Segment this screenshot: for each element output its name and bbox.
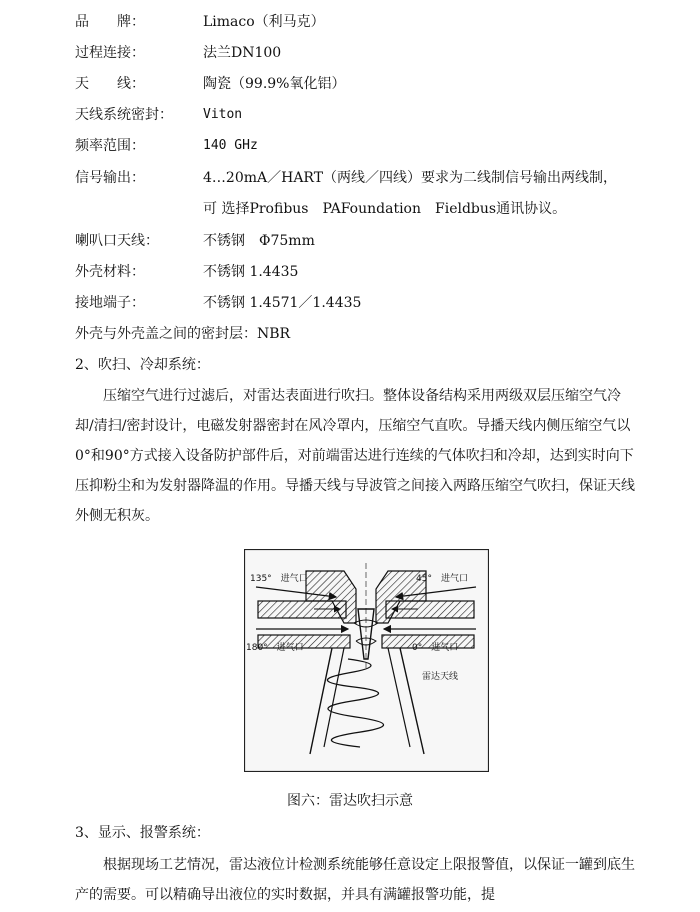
spec-value: 140 GHz xyxy=(203,138,258,153)
radar-purge-diagram xyxy=(244,549,489,772)
radar-purge-figure xyxy=(244,549,489,772)
spec-row-ground-terminal xyxy=(0,288,700,318)
spec-value: 不锈钢 1.4571／1.4435 xyxy=(203,295,362,311)
label-inlet-180: 180° 进气口 xyxy=(246,643,304,653)
spec-row-horn-antenna xyxy=(0,226,700,256)
spec-label: 频率范围： xyxy=(75,138,145,154)
label-inlet-135: 135° 进气口 xyxy=(250,574,308,584)
spec-label: 喇叭口天线： xyxy=(75,233,159,249)
spec-value: 陶瓷（99.9%氧化铝） xyxy=(203,76,346,92)
label-radar-antenna: 雷达天线 xyxy=(422,672,459,682)
section2-heading: 2、吹扫、冷却系统： xyxy=(75,357,210,373)
spec-value: 4…20mA／HART（两线／四线）要求为二线制信号输出两线制， xyxy=(203,170,618,186)
section3-heading: 3、显示、报警系统： xyxy=(75,825,210,841)
spec-row-signal-output xyxy=(0,163,700,193)
figure-caption: 图六：雷达吹扫示意 xyxy=(287,793,413,809)
spec-label: 信号输出： xyxy=(75,170,145,186)
spec-value: Viton xyxy=(203,107,243,122)
spec-value: 不锈钢 1.4435 xyxy=(203,264,299,280)
section2-paragraph: 压缩空气进行过滤后，对雷达表面进行吹扫。整体设备结构采用两级双层压缩空气冷却/清扫/密封设计，电磁发射器密封在风冷罩内，压缩空气直吹。导播天线内侧压缩空气以0°和90°方式接入设备防护部件后，对前端雷达进行连续的气体吹扫和冷却，达到实时向下压抑粉尘和为发射器降温的作用。导播天线与导波管之间接入两路压缩空气吹扫，保证天线外侧无积灰。 xyxy=(75,388,635,524)
spec-value: 不锈钢 Φ75mm xyxy=(203,233,315,249)
spec-row-signal-output-cont xyxy=(0,194,700,224)
spec-row-frequency xyxy=(0,131,700,161)
spec-row-brand xyxy=(0,7,700,37)
spec-value: Limaco（利马克） xyxy=(203,14,325,30)
spec-label: 外壳材料： xyxy=(75,264,145,280)
spec-row-process-connection xyxy=(0,38,700,68)
seal-line: 外壳与外壳盖之间的密封层：NBR xyxy=(75,326,291,342)
spec-label: 天 线： xyxy=(75,76,145,92)
label-inlet-0: 0° 进气口 xyxy=(412,643,459,653)
spec-label: 过程连接： xyxy=(75,45,145,61)
spec-value: 可 选择Profibus PAFoundation Fieldbus通讯协议。 xyxy=(203,201,567,217)
section3-paragraph: 根据现场工艺情况，雷达液位计检测系统能够任意设定上限报警值，以保证一罐到底生产的需要。可以精确导出液位的实时数据，并具有满罐报警功能，提 xyxy=(75,857,635,903)
spec-label: 接地端子： xyxy=(75,295,145,311)
spec-label: 品 牌： xyxy=(75,14,145,30)
spec-row-housing-material xyxy=(0,257,700,287)
spec-row-antenna xyxy=(0,69,700,99)
spec-row-antenna-seal xyxy=(0,100,700,130)
spec-label: 天线系统密封： xyxy=(75,107,173,123)
spec-value: 法兰DN100 xyxy=(203,45,282,61)
label-inlet-45: 45° 进气口 xyxy=(416,574,468,584)
